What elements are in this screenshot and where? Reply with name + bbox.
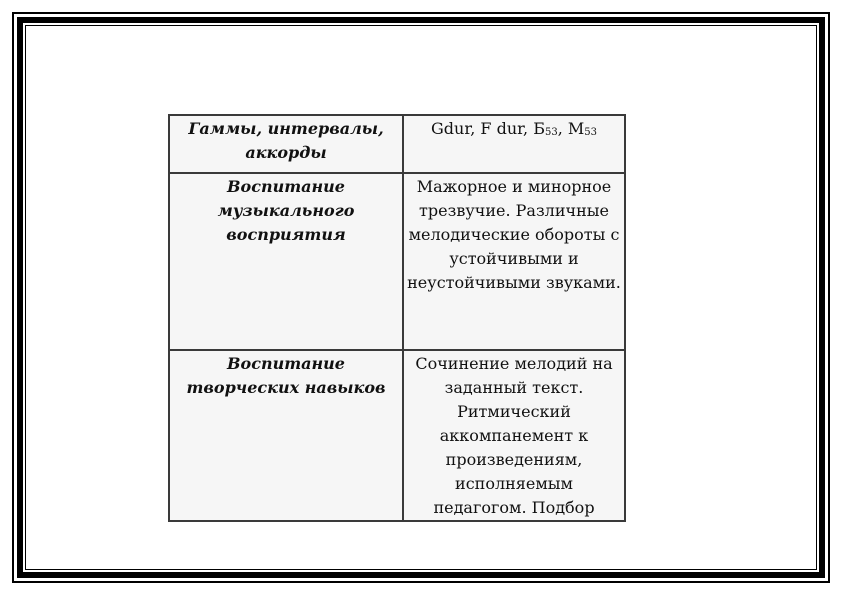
table-row [169, 115, 625, 173]
row-content [406, 116, 622, 141]
row-label-cell [169, 115, 403, 173]
content-subscript: 53 [584, 127, 597, 138]
row-content-cell [403, 173, 625, 350]
row-content-cell [403, 350, 625, 521]
row-label: Воспитание творческих навыков [186, 354, 386, 397]
table-row [169, 350, 625, 521]
curriculum-table [168, 114, 626, 522]
row-label: Воспитание музыкального восприятия [217, 177, 355, 244]
table-row [169, 173, 625, 350]
row-label-cell [169, 350, 403, 521]
content-middle: , М [557, 119, 585, 138]
row-content-cell [403, 115, 625, 173]
row-content: Сочинение мелодий на заданный текст. Ритмический аккомпанемент к произведениям, исполняемым педагогом. Подбор [415, 354, 613, 517]
row-label-cell [169, 173, 403, 350]
row-content: Мажорное и минорное трезвучие. Различные мелодические обороты с устойчивыми и неустойчивыми звуками. [407, 177, 621, 292]
content-subscript: 53 [544, 127, 558, 138]
row-label: Гаммы, интервалы, аккорды [188, 119, 384, 162]
content-prefix: Gdur, F dur, Б [431, 119, 545, 138]
